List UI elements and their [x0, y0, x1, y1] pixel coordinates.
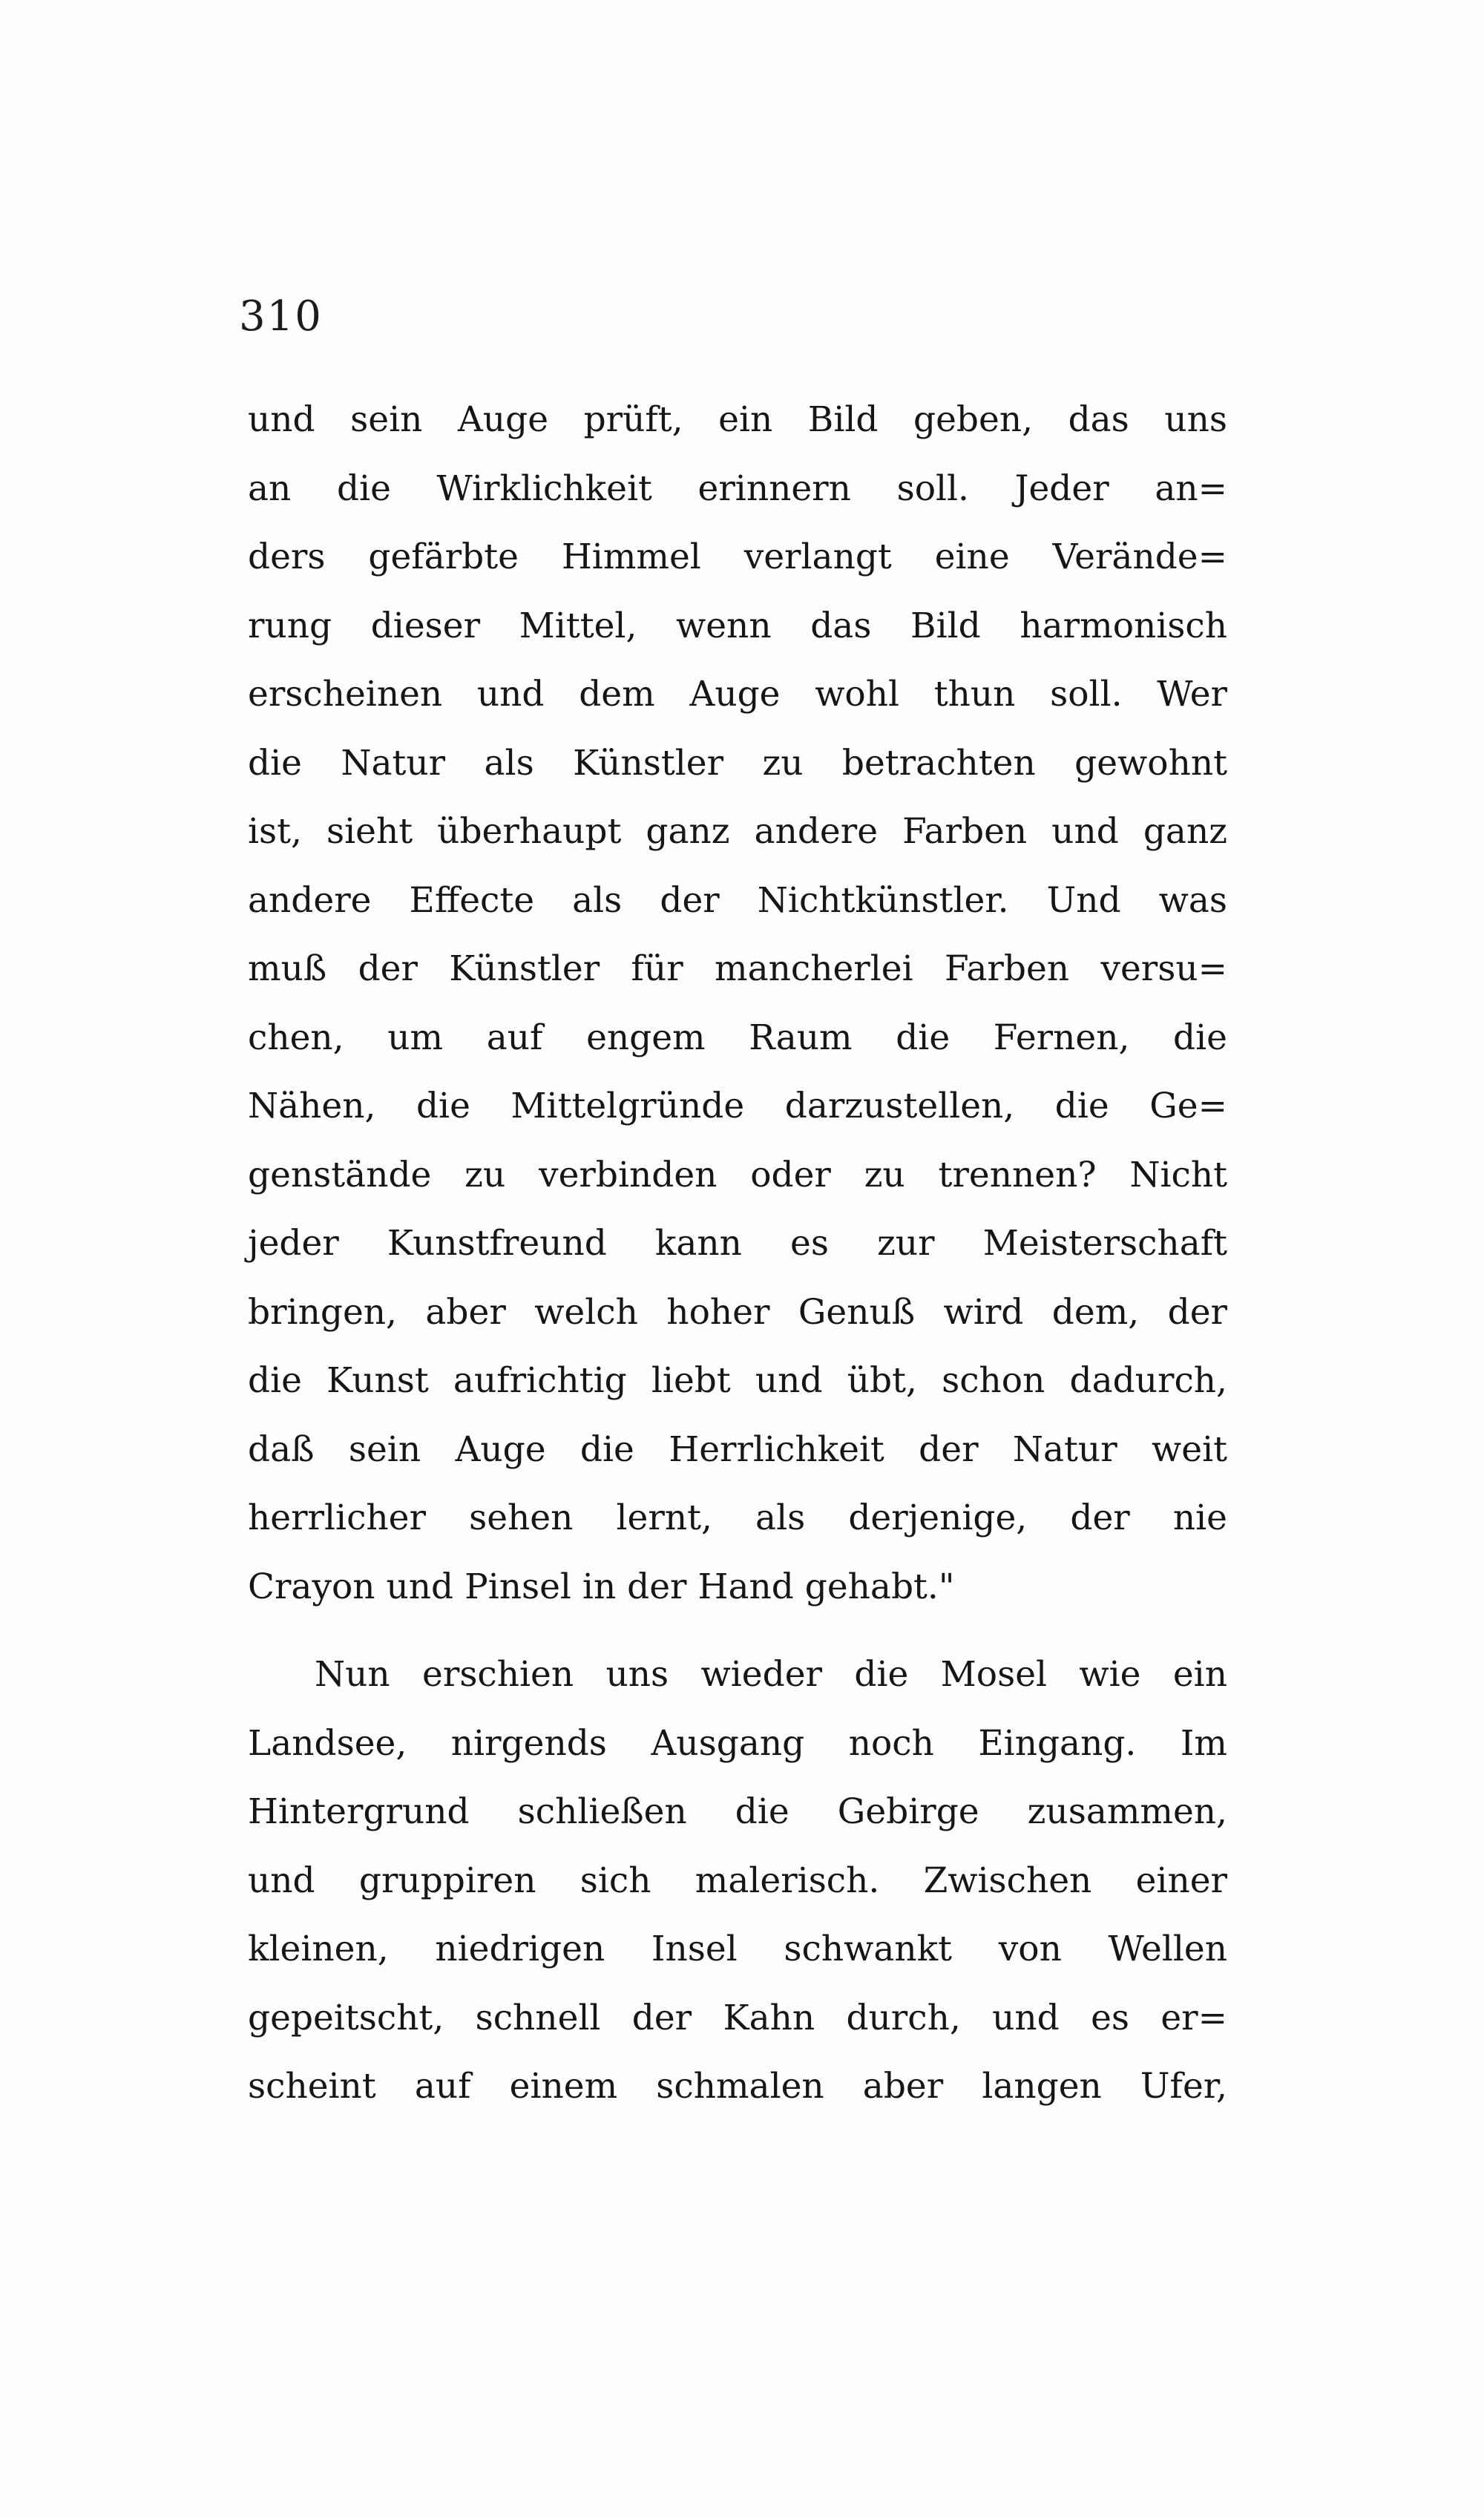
text-line: erscheinen und dem Auge wohl thun soll. Wer [248, 674, 1227, 715]
text-line: Landsee, nirgends Ausgang noch Eingang. Im [248, 1722, 1227, 1764]
text-line: genstände zu verbinden oder zu trennen? Nicht [248, 1154, 1227, 1195]
text-line: chen, um auf engem Raum die Fernen, die [248, 1017, 1227, 1058]
text-line: ist, sieht überhaupt ganz andere Farben und ganz [248, 811, 1227, 852]
text-line: Hintergrund schließen die Gebirge zusammen, [248, 1791, 1227, 1832]
text-line: an die Wirklichkeit erinnern soll. Jeder an= [248, 467, 1227, 509]
text-line: Nun erschien uns wieder die Mosel wie ein [315, 1654, 1227, 1695]
page-number: 310 [239, 292, 323, 341]
paragraph-gap [248, 1621, 1227, 1641]
text-line: gepeitscht, schnell der Kahn durch, und es er= [248, 1997, 1227, 2038]
paragraph-2 [248, 1641, 1227, 2121]
paragraph-1 [248, 386, 1227, 1621]
text-line: kleinen, niedrigen Insel schwankt von Wellen [248, 1929, 1227, 1969]
text-line: die Natur als Künstler zu betrachten gewohnt [248, 742, 1227, 784]
text-line: rung dieser Mittel, wenn das Bild harmonisch [248, 605, 1227, 646]
text-line: Crayon und Pinsel in der Hand gehabt." [248, 1566, 955, 1607]
text-line: bringen, aber welch hoher Genuß wird dem, der [248, 1291, 1227, 1333]
text-line: und sein Auge prüft, ein Bild geben, das uns [248, 399, 1227, 440]
text-line: daß sein Auge die Herrlichkeit der Natur weit [248, 1428, 1227, 1470]
text-line: andere Effecte als der Nichtkünstler. Und was [248, 879, 1227, 921]
text-line: und gruppiren sich malerisch. Zwischen einer [248, 1860, 1227, 1901]
text-line: scheint auf einem schmalen aber langen Ufer, [248, 2066, 1227, 2107]
text-line: jeder Kunstfreund kann es zur Meisterschaft [248, 1223, 1227, 1264]
text-line: muß der Künstler für mancherlei Farben versu= [248, 948, 1227, 989]
text-line: herrlicher sehen lernt, als derjenige, der nie [248, 1497, 1227, 1538]
body-text [248, 386, 1227, 2121]
text-line: ders gefärbte Himmel verlangt eine Verände= [248, 536, 1227, 577]
text-line: die Kunst aufrichtig liebt und übt, schon dadurch, [248, 1360, 1227, 1401]
text-line: Nähen, die Mittelgründe darzustellen, die Ge= [248, 1086, 1227, 1126]
